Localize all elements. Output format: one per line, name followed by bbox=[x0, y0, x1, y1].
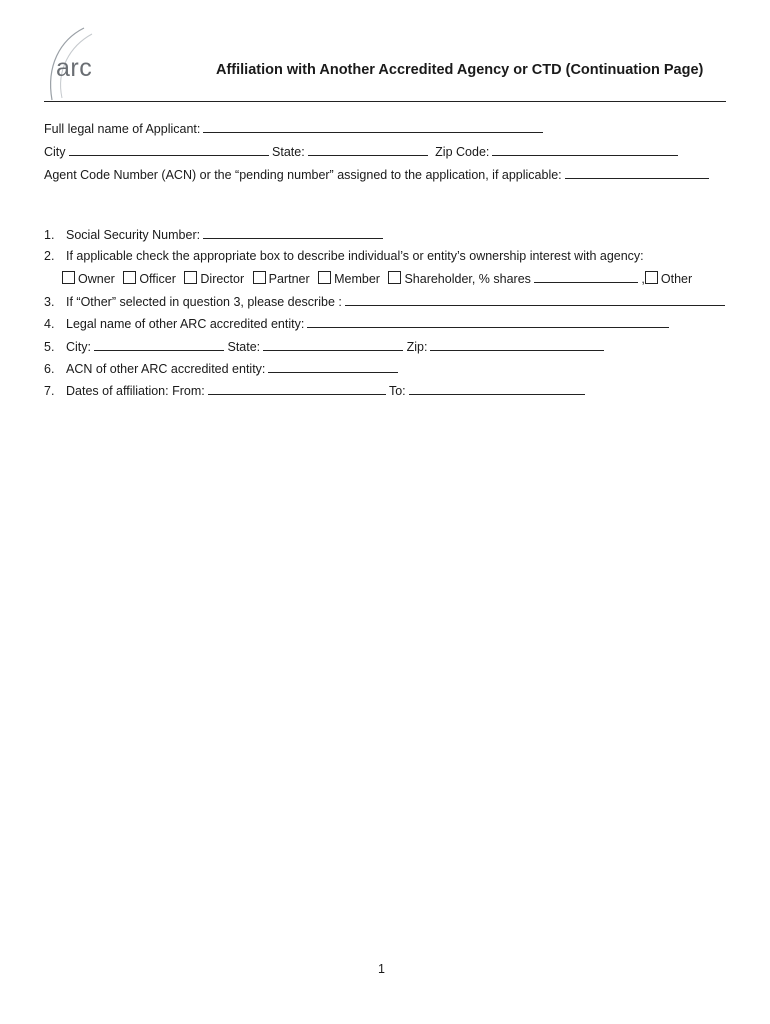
question-5-number: 5. bbox=[44, 340, 55, 354]
page-title: Affiliation with Another Accredited Agency or CTD (Continuation Page) bbox=[216, 62, 704, 78]
zip-code-field[interactable] bbox=[492, 143, 678, 156]
other-label: Other bbox=[660, 272, 693, 286]
entity-zip-label: Zip: bbox=[406, 340, 428, 354]
acn-row bbox=[44, 166, 709, 183]
director-checkbox[interactable] bbox=[184, 271, 197, 284]
entity-state-field[interactable] bbox=[263, 338, 403, 351]
city-label: City bbox=[44, 145, 66, 159]
question-6-row bbox=[44, 360, 398, 377]
zip-code-label: Zip Code: bbox=[435, 145, 490, 159]
officer-checkbox[interactable] bbox=[123, 271, 136, 284]
owner-checkbox[interactable] bbox=[62, 271, 75, 284]
affiliation-from-label: Dates of affiliation: From: bbox=[66, 384, 205, 398]
partner-label: Partner bbox=[268, 272, 310, 286]
entity-acn-label: ACN of other ARC accredited entity: bbox=[66, 362, 266, 376]
entity-city-label: City: bbox=[66, 340, 91, 354]
shareholder-label: Shareholder, % shares bbox=[404, 272, 531, 286]
member-label: Member bbox=[334, 272, 380, 286]
arc-logo bbox=[40, 26, 130, 106]
question-2-row bbox=[44, 248, 644, 264]
acn-label: Agent Code Number (ACN) or the “pending number” assigned to the application, if applicable: bbox=[44, 168, 562, 182]
full-legal-name-field[interactable] bbox=[203, 120, 543, 133]
ownership-options-row bbox=[62, 270, 692, 287]
officer-label: Officer bbox=[139, 272, 176, 286]
other-entity-name-field[interactable] bbox=[307, 315, 669, 328]
ssn-field[interactable] bbox=[203, 226, 383, 239]
logo-text: arc bbox=[56, 54, 93, 82]
ownership-label: If applicable check the appropriate box to describe individual’s or entity’s ownership interest with agency: bbox=[66, 249, 644, 263]
director-label: Director bbox=[200, 272, 245, 286]
question-7-number: 7. bbox=[44, 384, 55, 398]
full-legal-name-row bbox=[44, 120, 543, 137]
other-checkbox[interactable] bbox=[645, 271, 658, 284]
full-legal-name-label: Full legal name of Applicant: bbox=[44, 122, 201, 136]
other-describe-label: If “Other” selected in question 3, please describe : bbox=[66, 295, 342, 309]
question-3-row bbox=[44, 293, 725, 310]
options-comma: , bbox=[641, 272, 645, 286]
entity-zip-field[interactable] bbox=[430, 338, 604, 351]
entity-acn-field[interactable] bbox=[268, 360, 398, 373]
question-2-number: 2. bbox=[44, 249, 55, 263]
applicant-address-row bbox=[44, 143, 678, 160]
other-describe-field[interactable] bbox=[345, 293, 725, 306]
question-5-row bbox=[44, 338, 604, 355]
acn-field[interactable] bbox=[565, 166, 709, 179]
question-7-row bbox=[44, 382, 585, 399]
state-label: State: bbox=[272, 145, 305, 159]
affiliation-to-label: To: bbox=[388, 384, 406, 398]
partner-checkbox[interactable] bbox=[253, 271, 266, 284]
header-divider bbox=[44, 101, 726, 102]
ssn-label: Social Security Number: bbox=[66, 228, 201, 242]
owner-label: Owner bbox=[78, 272, 115, 286]
question-4-number: 4. bbox=[44, 317, 55, 331]
shareholder-checkbox[interactable] bbox=[388, 271, 401, 284]
entity-state-label: State: bbox=[227, 340, 261, 354]
question-1-row bbox=[44, 226, 383, 243]
city-field[interactable] bbox=[69, 143, 269, 156]
question-6-number: 6. bbox=[44, 362, 55, 376]
member-checkbox[interactable] bbox=[318, 271, 331, 284]
entity-city-field[interactable] bbox=[94, 338, 224, 351]
state-field[interactable] bbox=[308, 143, 428, 156]
question-1-number: 1. bbox=[44, 228, 55, 242]
shares-percent-field[interactable] bbox=[534, 270, 638, 283]
other-entity-name-label: Legal name of other ARC accredited entity: bbox=[66, 317, 305, 331]
affiliation-from-field[interactable] bbox=[208, 382, 386, 395]
page-number: 1 bbox=[378, 962, 385, 976]
question-4-row bbox=[44, 315, 669, 332]
question-3-number: 3. bbox=[44, 295, 55, 309]
affiliation-to-field[interactable] bbox=[409, 382, 585, 395]
